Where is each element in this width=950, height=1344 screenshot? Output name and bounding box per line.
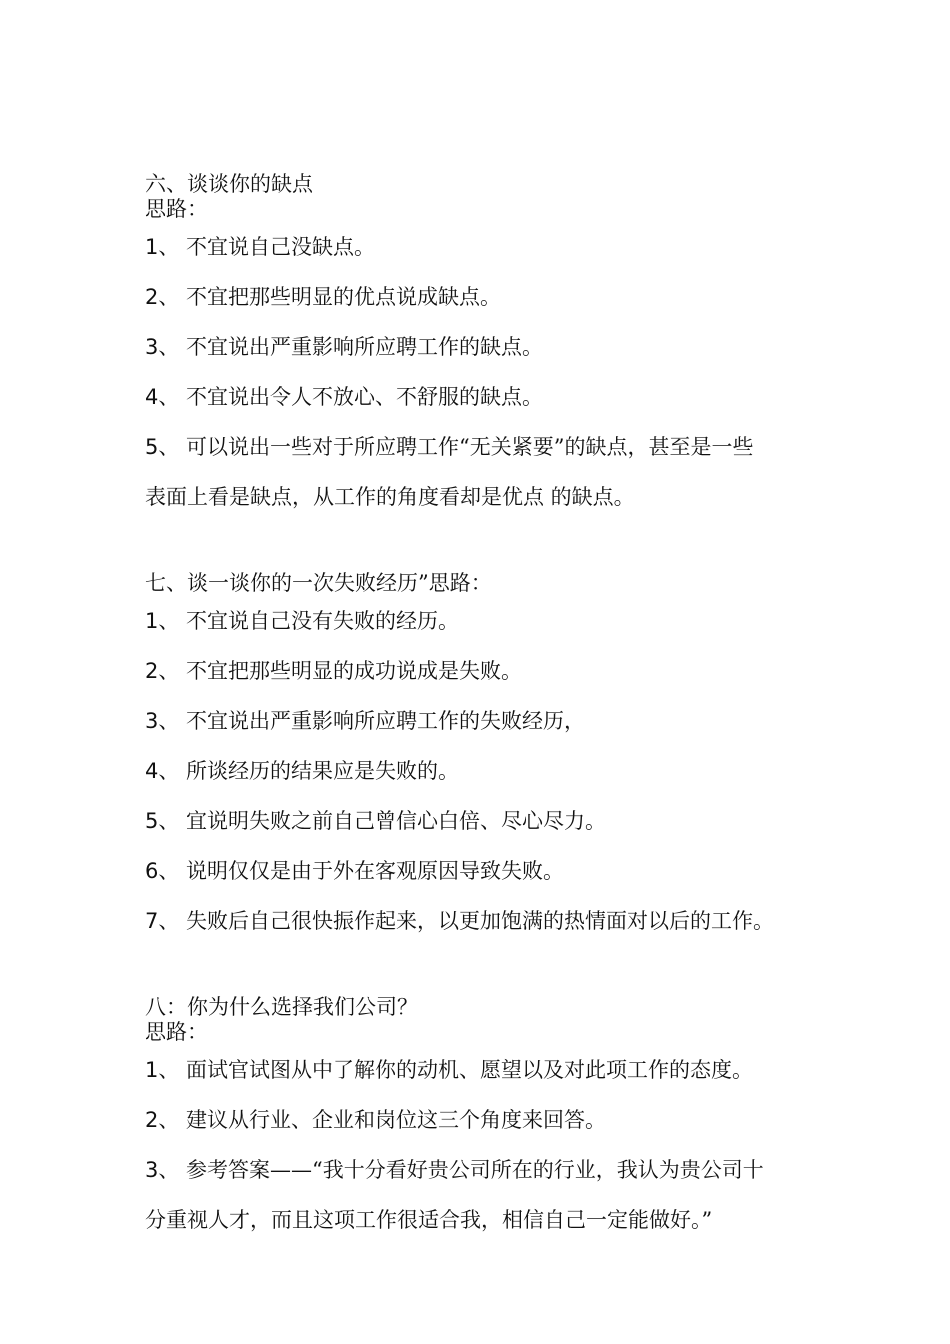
item-text: 不宜说自己没有失败的经历。 [186,609,459,633]
item-number: 4、 [145,759,180,783]
section-title: 七、谈一谈你的一次失败经历”思路： [145,571,492,595]
item-text: 不宜说出令人不放心、不舒服的缺点。 [186,385,543,409]
item-number: 6、 [145,859,180,883]
list-item-continuation [145,1195,815,1245]
list-item [145,322,815,372]
item-number: 3、 [145,1158,180,1182]
list-item [145,846,815,896]
section-weaknesses [145,172,815,522]
item-number: 2、 [145,659,180,683]
section-subtitle: 思路： [145,1020,208,1044]
list-item [145,696,815,746]
list-item [145,272,815,322]
list-item [145,596,815,646]
item-number: 5、 [145,809,180,833]
item-text: 面试官试图从中了解你的动机、愿望以及对此项工作的态度。 [186,1058,753,1082]
item-list [145,596,815,946]
item-number: 5、 [145,435,180,459]
item-number: 7、 [145,909,180,933]
item-number: 2、 [145,285,180,309]
list-item [145,422,815,472]
item-number: 3、 [145,709,180,733]
section-subtitle: 思路： [145,197,208,221]
item-number: 2、 [145,1108,180,1132]
item-text: 可以说出一些对于所应聘工作“无关紧要”的缺点，甚至是一些 [186,435,754,459]
item-text: 不宜说出严重影响所应聘工作的失败经历， [186,709,585,733]
item-number: 4、 [145,385,180,409]
item-list [145,222,815,522]
item-text: 所谈经历的结果应是失败的。 [186,759,459,783]
list-item [145,646,815,696]
list-item [145,746,815,796]
item-text: 宜说明失败之前自己曾信心白倍、尽心尽力。 [186,809,606,833]
item-text-continuation: 分重视人才，而且这项工作很适合我，相信自己一定能做好。” [145,1208,713,1232]
item-text: 说明仅仅是由于外在客观原因导致失败。 [186,859,564,883]
list-item-continuation [145,472,815,522]
item-number: 1、 [145,609,180,633]
item-text: 不宜把那些明显的成功说成是失败。 [186,659,522,683]
item-number: 1、 [145,1058,180,1082]
item-text: 不宜说自己没缺点。 [186,235,375,259]
item-number: 3、 [145,335,180,359]
item-text-continuation: 表面上看是缺点，从工作的角度看却是优点 的缺点。 [145,485,635,509]
list-item [145,796,815,846]
item-text: 建议从行业、企业和岗位这三个角度来回答。 [186,1108,606,1132]
section-why-our-company [145,995,815,1245]
list-item [145,372,815,422]
item-text: 不宜说出严重影响所应聘工作的缺点。 [186,335,543,359]
item-list [145,1045,815,1245]
item-text: 不宜把那些明显的优点说成缺点。 [186,285,501,309]
section-title: 八：你为什么选择我们公司？ [145,995,418,1019]
item-text: 参考答案——“我十分看好贵公司所在的行业，我认为贵公司十 [186,1158,764,1182]
list-item [145,1095,815,1145]
list-item [145,1145,815,1195]
item-number: 1、 [145,235,180,259]
list-item [145,222,815,272]
list-item [145,1045,815,1095]
section-failure-experience [145,571,815,946]
list-item [145,896,815,946]
section-title: 六、谈谈你的缺点 [145,172,313,196]
item-text: 失败后自己很快振作起来，以更加饱满的热情面对以后的工作。 [186,909,774,933]
